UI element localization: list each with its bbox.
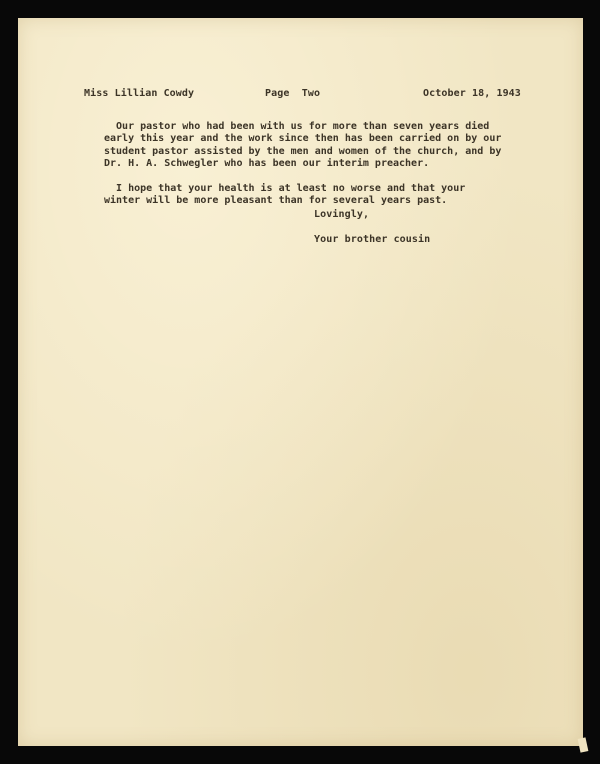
letter-closing: Lovingly, (314, 209, 370, 220)
text-line: early this year and the work since then has been carried on by our (104, 133, 502, 145)
text-line: I hope that your health is at least no worse and that your (104, 182, 466, 194)
text-line: Dr. H. A. Schwegler who has been our interim preacher. (104, 158, 430, 170)
text-line: winter will be more pleasant than for several years past. (104, 195, 448, 207)
paragraph-1 (104, 121, 544, 171)
text-line: Our pastor who had been with us for more than seven years died (104, 121, 490, 132)
letter-body (104, 121, 544, 207)
header-page-number: Page Two (265, 88, 321, 99)
header-recipient: Miss Lillian Cowdy (84, 88, 195, 99)
paragraph-2 (104, 183, 544, 208)
letter-signature: Your brother cousin (314, 234, 431, 245)
text-line: student pastor assisted by the men and women of the church, and by (104, 145, 502, 157)
header-date: October 18, 1943 (423, 88, 521, 99)
